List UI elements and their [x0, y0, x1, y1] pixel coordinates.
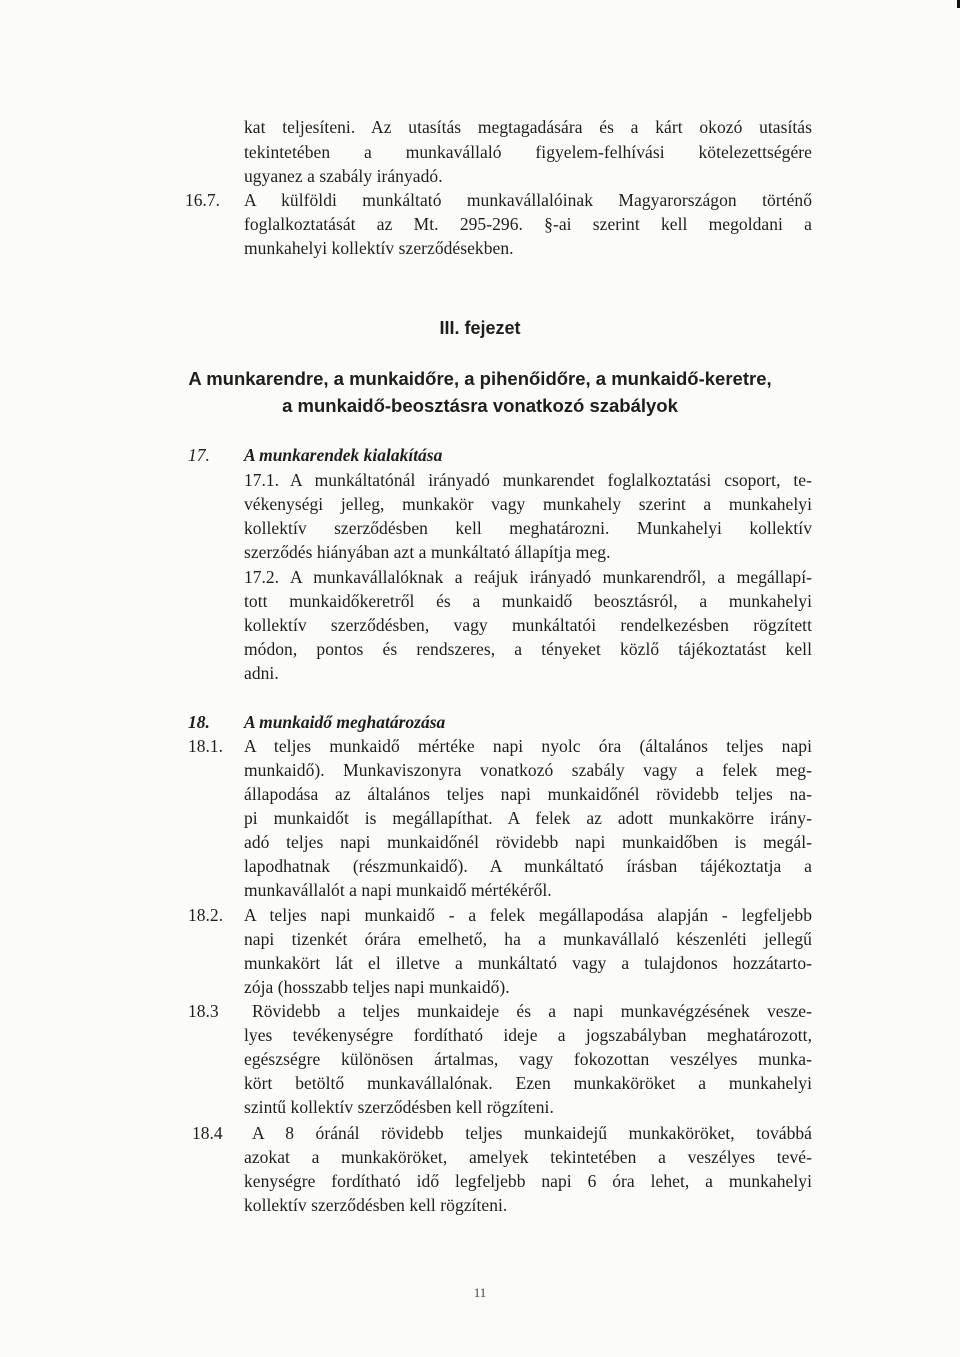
paragraph-number: 18.1. [188, 736, 223, 756]
chapter-label: III. fejezet [439, 318, 521, 338]
text-line: foglalkoztatását az Mt. 295-296. §-ai szerint kell megoldani a [244, 214, 812, 234]
text-line: pi munkaidőt is megállapíthat. A felek az adott munkakörre irány- [244, 808, 812, 828]
text-line: kollektív szerződésben kell rögzíteni. [244, 1195, 508, 1215]
text-line: A teljes munkaidő mértéke napi nyolc óra (általános teljes napi [244, 736, 812, 756]
section-number: 17. [188, 445, 210, 465]
text-line: kört betöltő munkavállalónak. Ezen munkaköröket a munkahelyi [244, 1073, 812, 1093]
text-line: kollektív szerződésben, vagy munkáltatói rendelkezésben rögzített [244, 615, 812, 635]
text-line: munkahelyi kollektív szerződésekben. [244, 238, 514, 258]
text-line: adó teljes napi munkaidőnél rövidebb napi munkaidőben is megál- [244, 832, 812, 852]
text-line: kenységre fordítható idő legfeljebb napi 6 óra lehet, a munkahelyi [244, 1171, 812, 1191]
text-line: kat teljesíteni. Az utasítás megtagadására és a kárt okozó utasítás [244, 117, 812, 137]
text-line: kollektív szerződésben kell meghatározni. Munkahelyi kollektív [244, 518, 812, 538]
text-line: lapodhatnak (részmunkaidő). A munkáltató írásban tájékoztatja a [244, 856, 812, 876]
page-number: 11 [473, 1285, 487, 1300]
paragraph-number: 18.2. [188, 905, 223, 925]
text-line: A teljes napi munkaidő - a felek megállapodása alapján - legfeljebb [244, 905, 812, 925]
text-line: A külföldi munkáltató munkavállalóinak Magyarországon történő [244, 190, 812, 210]
text-line: tott munkaidőkeretről és a munkaidő beosztásról, a munkahelyi [244, 591, 812, 611]
text-line: adni. [244, 663, 279, 683]
text-line: A munkavállalóknak a reájuk irányadó munkarendről, a megállapí- [290, 567, 812, 587]
section-title: A munkaidő meghatározása [244, 712, 446, 732]
text-line: lyes tevékenységre fordítható ideje a jogszabályban meghatározott, [244, 1025, 812, 1045]
chapter-title-line: a munkaidő-beosztásra vonatkozó szabályok [282, 395, 678, 416]
text-line: A 8 óránál rövidebb teljes munkaidejű munkaköröket, továbbá [252, 1123, 812, 1143]
text-line: tekintetében a munkavállaló figyelem-felhívási kötelezettségére [244, 142, 812, 162]
text-line: egészségre különösen ártalmas, vagy fokozottan veszélyes munka- [244, 1049, 812, 1069]
text-line: Rövidebb a teljes munkaideje és a napi munkavégzésének vesze- [252, 1001, 812, 1021]
paragraph-number: 17.1. [244, 470, 279, 490]
text-line: szerződés hiányában azt a munkáltató állapítja meg. [244, 542, 611, 562]
text-line: A munkáltatónál irányadó munkarendet foglalkoztatási csoport, te- [290, 470, 812, 490]
chapter-title-line: A munkarendre, a munkaidőre, a pihenőidőre, a munkaidő-keretre, [188, 368, 772, 389]
text-line: azokat a munkaköröket, amelyek tekintetében a veszélyes tevé- [244, 1147, 812, 1167]
text-line: munkaidő). Munkaviszonyra vonatkozó szabály vagy a felek meg- [244, 760, 812, 780]
paragraph-number: 17.2. [244, 567, 279, 587]
text-line: zója (hosszabb teljes napi munkaidő). [244, 977, 510, 997]
text-line: ugyanez a szabály irányadó. [244, 166, 443, 186]
paragraph-number: 18.4 [192, 1123, 223, 1143]
section-title: A munkarendek kialakítása [244, 445, 443, 465]
text-line: napi tizenkét órára emelhető, ha a munkavállaló készenléti jellegű [244, 929, 812, 949]
text-line: vékenységi jelleg, munkakör vagy munkahely szerint a munkahelyi [244, 494, 812, 514]
text-line: módon, pontos és rendszeres, a tényeket közlő tájékoztatást kell [244, 639, 812, 659]
text-line: munkakört lát el illetve a munkáltató vagy a tulajdonos hozzátarto- [244, 953, 812, 973]
text-line: szintű kollektív szerződésben kell rögzíteni. [244, 1097, 554, 1117]
paragraph-number: 18.3 [188, 1001, 219, 1021]
text-line: állapodása az általános teljes napi munkaidőnél rövidebb teljes na- [244, 784, 812, 804]
paragraph-number: 16.7. [185, 190, 220, 210]
section-number: 18. [188, 712, 210, 732]
text-line: munkavállalót a napi munkaidő mértékéről. [244, 880, 552, 900]
